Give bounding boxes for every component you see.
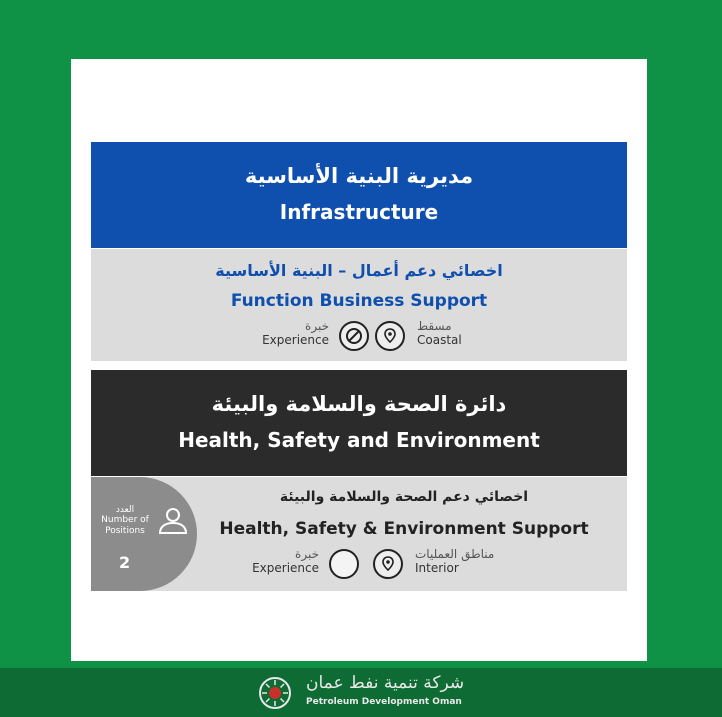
hse-title-ar: دائرة الصحة والسلامة والبيئة (211, 392, 507, 416)
location-meta (375, 319, 495, 355)
experience-circle-icon (329, 549, 359, 579)
role-title-en: Health, Safety & Environment Support (219, 519, 589, 539)
location-pin-icon (373, 549, 403, 579)
pdo-logo-icon (258, 676, 292, 710)
hse-title-en: Health, Safety and Environment (178, 428, 540, 452)
role-function-business-support (91, 249, 627, 361)
hse-header (91, 370, 627, 476)
role-title-ar: اخصائي دعم أعمال – البنية الأساسية (215, 261, 503, 280)
vacancy-card (71, 59, 647, 661)
experience-label-en: Experience (252, 561, 319, 575)
experience-meta (251, 319, 371, 355)
location-pin-icon (375, 321, 405, 351)
location-meta (373, 547, 533, 583)
logo-text-en: Petroleum Development Oman (306, 697, 462, 707)
infrastructure-title-ar: مديرية البنية الأساسية (244, 164, 474, 188)
infrastructure-header (91, 142, 627, 248)
infrastructure-title-en: Infrastructure (279, 200, 439, 224)
location-label-ar: مسقط (417, 319, 452, 333)
location-label-ar: مناطق العمليات (415, 547, 495, 561)
experience-meta (237, 547, 361, 583)
experience-label-ar: خبرة (305, 319, 329, 333)
logo-text-ar: شركة تنمية نفط عمان (306, 673, 465, 693)
location-label-en: Interior (415, 561, 459, 575)
location-label-en: Coastal (417, 333, 462, 347)
positions-label-en: Number of Positions (101, 515, 149, 536)
role-title-en: Function Business Support (230, 291, 488, 311)
role-title-ar: اخصائي دعم الصحة والسلامة والبيئة (279, 489, 529, 505)
experience-label-en: Experience (262, 333, 329, 347)
role-hse-support (91, 477, 627, 591)
positions-count: 2 (119, 553, 131, 572)
positions-label-ar: العدد (115, 505, 135, 515)
experience-label-ar: خبرة (295, 547, 319, 561)
footer-bar (0, 668, 722, 717)
no-entry-icon (339, 321, 369, 351)
